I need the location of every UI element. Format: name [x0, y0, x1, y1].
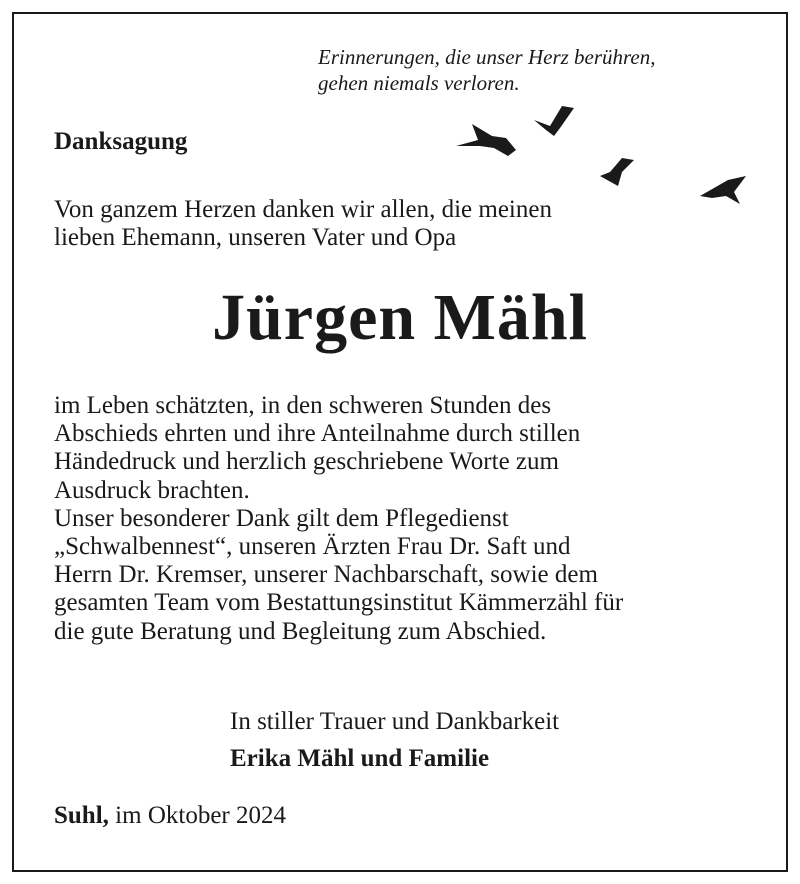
flying-birds-icon	[450, 100, 760, 210]
thanks-text: im Leben schätzten, in den schweren Stunden des Abschieds ehrten und ihre Anteilnahme durch stillen Händedruck und herzlich geschriebene Worte zum Ausdruck brachten. Unser besonderer Dank gilt dem Pflegedienst „Schwalbennest“, unseren Ärzten Frau Dr. Saft und Herrn Dr. Kremser, unserer Nachbarschaft, sowie dem gesamten Team vom Bestattungsinstitut Kämmerzähl für die gute Beratung und Begleitung zum Abschied.	[54, 392, 624, 645]
date: im Oktober 2024	[108, 802, 286, 829]
signers: Erika Mähl und Familie	[230, 745, 490, 772]
place: Suhl,	[54, 802, 109, 829]
intro-text: Von ganzem Herzen danken wir allen, die meinen lieben Ehemann, unseren Vater und Opa	[54, 196, 552, 251]
closing-line: In stiller Trauer und Dankbarkeit	[230, 708, 560, 735]
heading: Danksagung	[54, 128, 188, 155]
place-date	[54, 802, 286, 830]
motto-quote: Erinnerungen, die unser Herz berühren, gehen niemals verloren.	[318, 45, 656, 95]
deceased-name: Jürgen Mähl	[212, 281, 588, 354]
